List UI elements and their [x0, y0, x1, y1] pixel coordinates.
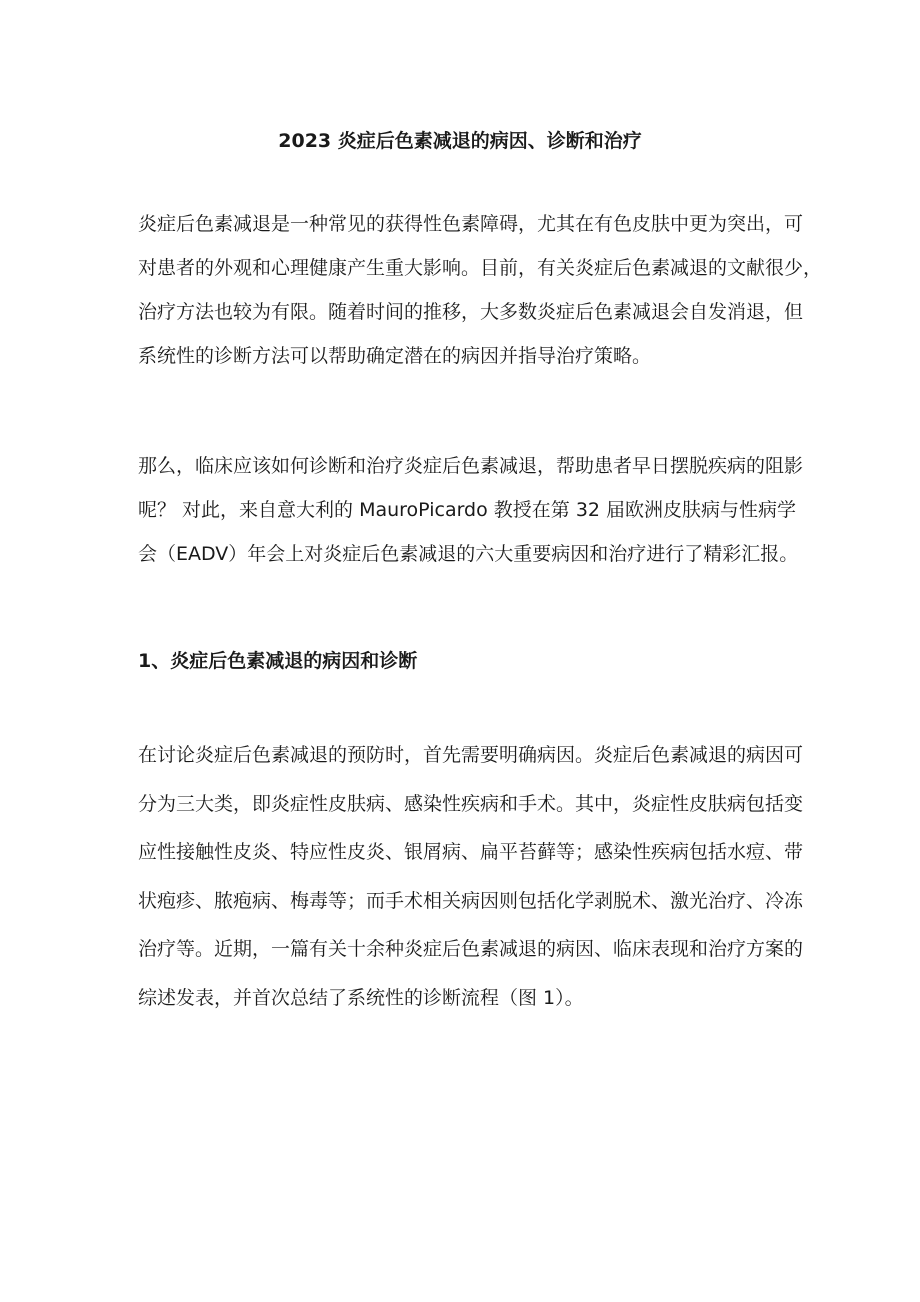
text-line: 应性接触性皮炎、特应性皮炎、银屑病、扁平苔藓等；感染性疾病包括水痘、带	[138, 841, 804, 863]
text-line: 呢？ 对此，来自意大利的 MauroPicardo 教授在第 32 届欧洲皮肤病与性病学	[138, 499, 797, 521]
paragraph-etiology	[138, 731, 804, 1022]
section-heading: 1、炎症后色素减退的病因和诊断	[138, 650, 418, 672]
text-line: 炎症后色素减退是一种常见的获得性色素障碍，尤其在有色皮肤中更为突出，可	[138, 213, 804, 235]
paragraph-intro	[138, 202, 823, 378]
text-line: 那么，临床应该如何诊断和治疗炎症后色素减退，帮助患者早日摆脱疾病的阻影	[138, 455, 804, 477]
text-line: 系统性的诊断方法可以帮助确定潜在的病因并指导治疗策略。	[138, 345, 652, 367]
text-line: 对患者的外观和心理健康产生重大影响。目前，有关炎症后色素减退的文献很少，	[138, 257, 823, 279]
text-line: 治疗方法也较为有限。随着时间的推移，大多数炎症后色素减退会自发消退，但	[138, 301, 804, 323]
document-title: 2023 炎症后色素减退的病因、诊断和治疗	[278, 130, 642, 152]
paragraph-question	[138, 444, 804, 576]
text-line: 治疗等。近期，一篇有关十余种炎症后色素减退的病因、临床表现和治疗方案的	[138, 938, 804, 960]
text-line: 在讨论炎症后色素减退的预防时，首先需要明确病因。炎症后色素减退的病因可	[138, 744, 804, 766]
text-line: 会（EADV）年会上对炎症后色素减退的六大重要病因和治疗进行了精彩汇报。	[138, 543, 799, 565]
text-line: 综述发表，并首次总结了系统性的诊断流程（图 1）。	[138, 986, 584, 1009]
text-line: 状疱疹、脓疱病、梅毒等；而手术相关病因则包括化学剥脱术、激光治疗、冷冻	[138, 889, 804, 912]
text-line: 分为三大类，即炎症性皮肤病、感染性疾病和手术。其中，炎症性皮肤病包括变	[138, 792, 804, 815]
